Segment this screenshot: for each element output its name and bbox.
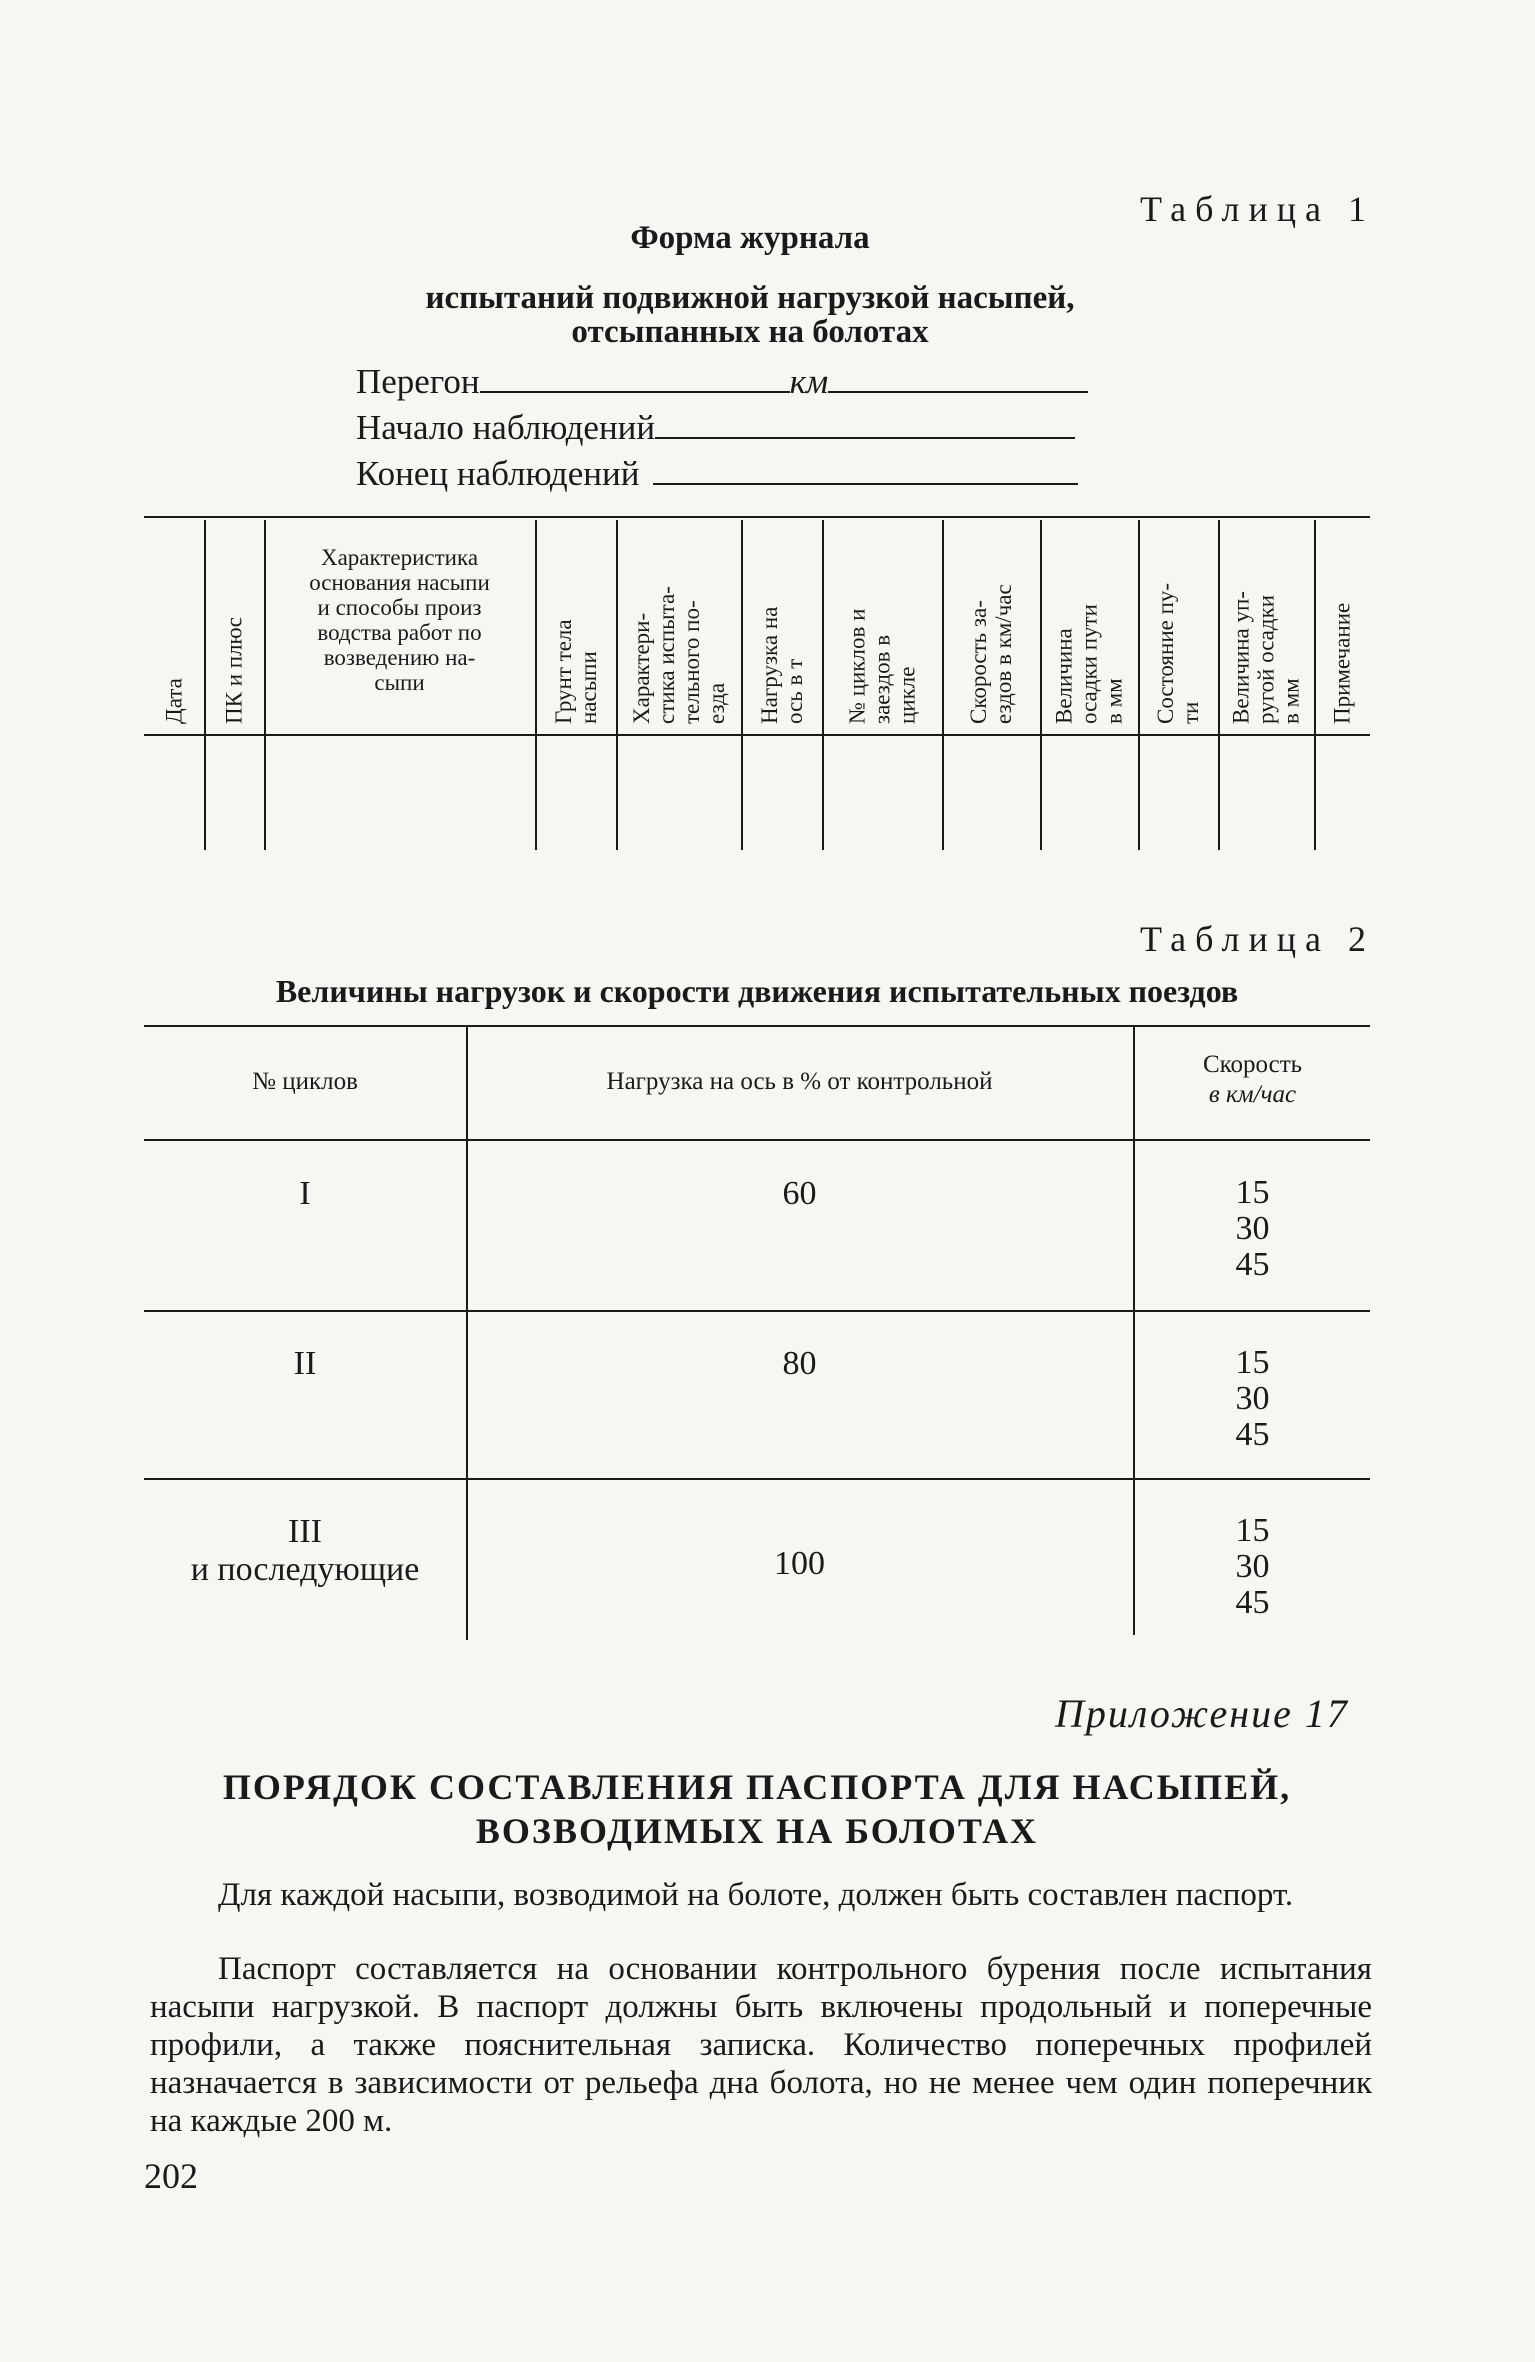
table2-header-rule [144,1139,1370,1141]
peregon-blank [480,391,790,393]
table1-column-header-text: Нагрузка на ось в т [756,606,807,724]
table2-speed-value: 30 [1235,1548,1270,1585]
table1-header-rule [144,734,1370,736]
table2-header-speed-line2: в км/час [1208,1081,1297,1108]
table1-column-header [741,518,822,730]
table2-row2-rule [144,1478,1370,1480]
table1-column-header [822,518,942,730]
appendix-heading-line2: ВОЗВОДИМЫХ НА БОЛОТАХ [475,1811,1039,1851]
table1-caption: Таблица 1 [1140,189,1375,229]
table1-column-header [535,518,616,730]
table1-column-header [144,518,204,730]
field-start [356,408,1075,448]
table1-column-header-text: № циклов и заездов в цикле [844,608,920,724]
table2-cycle-cell [144,1345,466,1383]
table2-title: Величины нагрузок и скорости движения испытательных поездов [275,973,1239,1009]
appendix-label: Приложение 17 [1055,1691,1349,1736]
field-end [356,454,1078,494]
table1-column-header-text: Скорость за- ездов в км/час [966,584,1016,724]
table1-column-header-text: Величина уп- ругой осадки в мм [1228,591,1304,724]
paragraph-2: Паспорт составляется на основании контрольного бурения после испытания насыпи нагрузкой. В паспорт должны быть включены продольный и поперечные профили, а также пояснительная записка. Количество поперечных профилей назначается в зависимости от рельефа дна болота, но не менее чем один поперечник на каждые 200 м. [150,1951,1372,2139]
table2-load-cell: 100 [774,1545,825,1582]
table2-load-cell: 60 [782,1175,817,1212]
table2-speed-value: 30 [1235,1380,1270,1417]
table2-speed-value: 15 [1235,1512,1270,1549]
km-blank [828,391,1088,393]
appendix-heading-line1: ПОРЯДОК СОСТАВЛЕНИЯ ПАСПОРТА ДЛЯ НАСЫПЕЙ, [222,1767,1292,1807]
table1-column-header-text: Грунт тела насыпи [550,619,601,724]
table2-cycle-number: II [293,1345,317,1382]
table2-cycle-number: I [299,1175,311,1212]
table1-column-header: Характеристика основания насыпи и способы произ водства работ по возведению на- сыпи [309,545,490,695]
table2-speed-value: 15 [1235,1344,1270,1381]
table2-caption: Таблица 2 [1140,919,1375,959]
page-number: 202 [144,2156,198,2196]
start-blank [655,437,1075,439]
table2-speed-cell [1135,1175,1370,1283]
table2-cycle-cell [144,1513,466,1589]
table1-column-header [204,518,264,730]
field-peregon [356,362,1088,402]
table1-column-header-text: Примечание [1329,602,1355,724]
table1-title-line3: отсыпанных на болотах [571,314,929,350]
table2-speed-cell [1135,1513,1370,1621]
table2-header-speed [1135,1050,1370,1110]
field-end-label: Конец наблюдений [356,454,640,493]
table1-column-header-text: Характери- стика испыта- тельного по- езда [628,586,729,724]
table2-speed-value: 15 [1235,1174,1270,1211]
table2-speed-value: 45 [1235,1246,1270,1283]
table1-title-line1: Форма журнала [630,220,870,256]
table2-speed-value: 45 [1235,1416,1270,1453]
field-km-label: км [789,362,829,401]
table1-column-header [1218,518,1314,730]
table1-column-header [1314,518,1370,730]
field-peregon-label: Перегон [356,362,480,401]
table2-row1-rule [144,1310,1370,1312]
table2-header-load: Нагрузка на ось в % от контрольной [606,1068,993,1095]
table2-speed-value: 30 [1235,1210,1270,1247]
field-start-label: Начало наблюдений [356,408,656,447]
table2-header-speed-line1: Скорость [1202,1051,1303,1078]
table1-column-header-text: Величина осадки пути в мм [1051,604,1127,724]
table2-speed-value: 45 [1235,1584,1270,1621]
table1-column-header-text: Состояние пу- ти [1153,582,1203,724]
table1-column-header [1138,518,1218,730]
table1-column-header [1040,518,1138,730]
table2-cycle-cell [144,1175,466,1213]
table1-column-header [616,518,741,730]
table2-header-cycles: № циклов [252,1068,358,1095]
table2-top-rule [144,1025,1370,1027]
table1-title-line2: испытаний подвижной нагрузкой насыпей, [425,280,1075,316]
table1-column-header-text: Дата [161,678,187,724]
table1-column-header [942,518,1040,730]
end-blank [653,483,1078,485]
paragraph-1: Для каждой насыпи, возводимой на болоте, должен быть составлен паспорт. [218,1877,1294,1913]
table2-cycle-number: III [288,1513,322,1550]
table2-speed-cell [1135,1345,1370,1453]
table2-load-cell: 80 [782,1345,817,1382]
table2-cycle-note: и последующие [190,1551,420,1588]
table1-column-header-text: ПК и плюс [221,617,247,724]
